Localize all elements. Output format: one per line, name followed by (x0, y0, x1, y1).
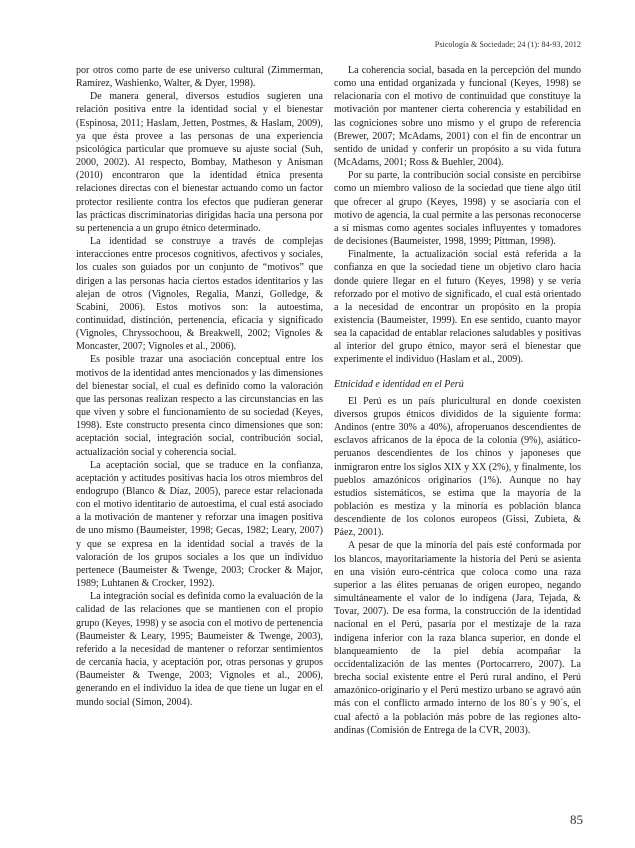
paragraph: La integración social es definida como la evaluación de la calidad de las relaciones que se mantienen con el propio grupo (Keyes, 1998) y se asocia con el motivo de pertenencia (Baumeister & Leary, 1995; Baumeister & Twenge, 2003), referido a la necesidad de mantener o reforzar sentimientos de cercanía hacia, y aceptación por, otras personas y grupos (Baumeister & Twenge, 2003; Vignoles et al., 2006), generando en el individuo la idea de que tiene un lugar en el mundo social (Simon, 2004). (76, 591, 323, 708)
section-heading: Etnicidad e identidad en el Perú (334, 378, 464, 390)
paragraph: El Perú es un país pluricultural en donde coexisten diversos grupos étnicos divididos de la siguiente forma: Andinos (entre 30% a 40%), afroperuanos descendientes de esclavos africanos de la época de la colonia (9%), asiático-peruanos descendientes de los chinos y japoneses que inmigraron entre los siglos XIX y XX (2%), y finalmente, los pueblos amazónicos originarios (1%). Aunque no hay estudios sistemáticos, se estima que la mayoría de la población es mestiza y la minoría es población blanca descendiente de los colonos europeos (Gissi, Zubieta, & Páez, 2001). (334, 395, 581, 539)
paragraph: De manera general, diversos estudios sugieren una relación positiva entre la identidad social y el bienestar (Espinosa, 2011; Haslam, Jetten, Postmes, & Haslam, 2009), ya que ésta provee a las personas de una experiencia psicológica particular que promueve su ajuste social (Suh, 2000, 2002). Al respecto, Bombay, Matheson y Anisman (2010) encontraron que la identidad étnica presenta relaciones directas con el bienestar actuando como un factor protector resiliente contra los efectos que pudieran generar las prácticas discriminatorias dirigidas hacia una persona por su pertenencia a un grupo étnico determinado. (76, 91, 323, 234)
paragraph: La identidad se construye a través de complejas interacciones entre procesos cognitivos, afectivos y sociales, los cuales son guiados por un conjunto de “motivos” que dirigen a las personas hacia ciertos estados identitarios y las alejan de otros (Vignoles, Regalia, Manzi, Golledge, & Scabini, 2006). Estos motivos son: la autoestima, continuidad, distinción, pertenencia, eficacia y significado (Vignoles, Chryssochoou, & Breakwell, 2002; Vignoles & Moncaster, 2007; Vignoles et al., 2006). (76, 236, 323, 353)
paragraph: Finalmente, la actualización social está referida a la confianza en que la sociedad tiene un objetivo claro hacia donde quiere llegar en el futuro (Keyes, 1998) y se vería reforzado por el motivo de significado, el cual está orientado a la necesidad de encontrar un propósito en la propia existencia (Baumeister, 1999). En ese sentido, cuanto mayor sea la capacidad de entablar relaciones saludables y positivas al interior del grupo étnico, mayor será el bienestar que experimente el individuo (Haslam et al., 2009). (334, 249, 581, 366)
page-number: 85 (570, 812, 583, 827)
paragraph: Por su parte, la contribución social consiste en percibirse como un miembro valioso de la sociedad que tiene algo útil que ofrecer al grupo (Keyes, 1998) y se asociaría con el motivo de agencia, la cual permite a las personas reconocerse a sí mismas como agentes sociales influyentes y tomadores de decisiones (Baumeister, 1998, 1999; Pittman, 1998). (334, 170, 581, 248)
right-column (334, 64, 581, 737)
running-header: Psicología & Sociedade; 24 (1): 84-93, 2012 (434, 40, 581, 49)
paragraph: Es posible trazar una asociación conceptual entre los motivos de la identidad antes mencionados y las dimensiones del bienestar social, el cual es definido como la valoración que las personas realizan respecto a las circunstancias en las que viven y sobre el funcionamiento de su sociedad (Keyes, 1998). Este constructo presenta cinco dimensiones que son: aceptación social, integración social, contribución social, actualización social y coherencia social. (76, 354, 323, 458)
paragraph: A pesar de que la minoría del país esté conformada por los blancos, mayoritariamente la historia del Perú se asienta en una visión euro-céntrica que coloca como una raza superior a las élites peruanas de origen europeo, negando simultáneamente el valor de lo indígena (Jara, Tejada, & Tovar, 2007). De esa forma, la construcción de la identidad nacional en el Perú, pasaría por el mestizaje de la raza indígena inferior con la raza blanca superior, en donde el blanqueamiento de la piel debía acompañar la occidentalización de las mentes (Portocarrero, 2007). La brecha social existente entre el Perú rural andino, el Perú amazónico-originario y el Perú mestizo urbano se agravó aún más con el conflicto armado interno de los 80´s y 90´s, el cual afectó a la población más pobre de las regiones alto-andinas (Comisión de Entrega de la CVR, 2003). (334, 540, 581, 736)
paragraph: La aceptación social, que se traduce en la confianza, aceptación y actitudes positivas hacia los otros miembros del endogrupo (Blanco & Díaz, 2005), parece estar relacionada con el motivo identitario de autoestima, el cual está asociado a la motivación de mantener y reforzar una imagen positiva de uno mismo (Baumeister, 1998; Gecas, 1982; Leary, 2007) y que se expresa en la identidad social a través de la valoración de los grupos sociales a los que un individuo pertenece (Baumeister & Twenge, 2003; Crocker & Major, 1989; Luhtanen & Crocker, 1992). (76, 459, 323, 590)
paragraph: La coherencia social, basada en la percepción del mundo como una entidad organizada y funcional (Keyes, 1998) se relacionaría con el motivo de continuidad que constituye la motivación por mantener cierta coherencia y estabilidad en las cogniciones sobre uno mismo y el grupo de referencia (Brewer, 2007; McAdams, 2001) con el fin de encontrar un sentido de unidad y conferir un propósito a su vida futura (McAdams, 2001; Ross & Buehler, 2004). (334, 65, 581, 169)
left-column (76, 64, 323, 709)
paragraph: por otros como parte de ese universo cultural (Zimmerman, Ramírez, Washienko, Walter, & Dyer, 1998). (76, 65, 323, 90)
